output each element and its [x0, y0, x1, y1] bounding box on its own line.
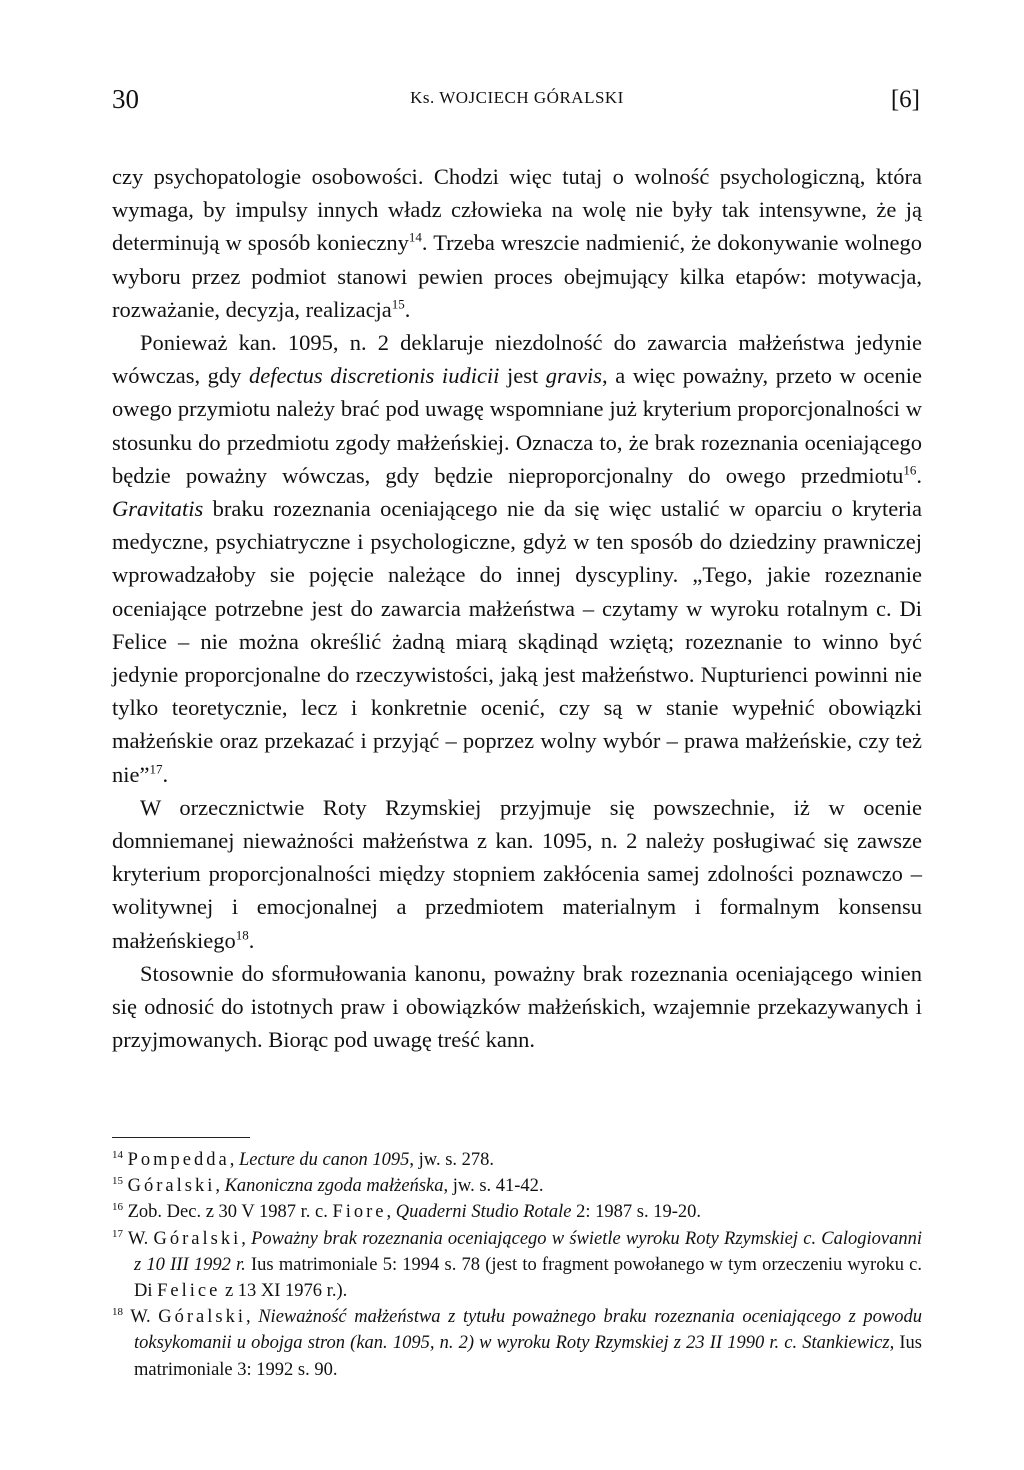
footnotes — [112, 1147, 922, 1383]
footnote-author: Pompedda — [127, 1150, 230, 1170]
page-header — [112, 78, 922, 118]
footnote-number: 16 — [112, 1201, 123, 1214]
footnote-ref-14: 14 — [408, 229, 422, 245]
text-span: jest — [499, 363, 546, 389]
footnote-number: 18 — [112, 1306, 123, 1319]
paragraph-1 — [112, 160, 922, 326]
section-number: [6] — [890, 86, 920, 113]
text-span: W. — [130, 1307, 159, 1328]
footnote-ref-17: 17 — [149, 761, 163, 777]
footnote-number: 17 — [112, 1227, 123, 1240]
text-span: . — [162, 761, 169, 787]
footnote-author: Fiore — [332, 1202, 387, 1223]
italic-term: gravis — [545, 363, 603, 389]
italic-term: Gravitatis — [112, 496, 204, 522]
footnote-title: Lecture du canon 1095 — [238, 1150, 410, 1170]
text-span: braku rozeznania oceniającego nie da się więc ustalić w oparciu o kryteria medyczne, psychiatryczne i psychologiczne, gdyż w ten sposób do dziedziny prawniczej wprowadzałoby sie pojęcie należące do innej dyscypliny. „Tego, jakie rozeznanie oceniające potrzebne jest do zawarcia małżeństwa – czytamy w wyroku rotalnym c. Di Felice – nie można określić żadną miarą skądinąd wziętą; rozeznanie to winno być jedynie proporcjonalne do rzeczywistości, jaką jest małżeństwo. Nupturienci powinni nie tylko teoretycznie, lecz i konkretnie ocenić, czy są w stanie wypełnić obowiązki małżeńskie oraz przekazać i przyjąć – poprzez wolny wybór – prawa małżeńskie, czy też nie” — [112, 496, 922, 787]
body-text — [112, 160, 922, 1056]
footnote-title: Quaderni Studio Rotale — [395, 1202, 572, 1223]
footnote-17 — [112, 1226, 922, 1305]
footnote-18 — [112, 1304, 922, 1383]
footnote-15 — [112, 1173, 922, 1199]
text-span: . Trzeba wreszcie nadmienić, że dokonywanie wolnego wyboru przez podmiot stanowi pewien proces obejmujący kilka etapów: motywacja, rozważanie, decyzja, realizacja — [112, 230, 922, 322]
footnote-rule — [112, 1137, 250, 1138]
text-span: , jw. s. 41-42. — [443, 1176, 544, 1197]
footnote-author: Felice — [157, 1281, 221, 1302]
text-span: 2: 1987 s. 19-20. — [571, 1202, 702, 1223]
footnote-number: 14 — [112, 1148, 123, 1161]
text-span: , jw. s. 278. — [409, 1150, 495, 1170]
text-span: . — [248, 927, 255, 953]
text-span: czy psychopatologie osobowości. Chodzi więc tutaj o wolność psychologiczną, która wymaga, by impulsy innych władz człowieka na wolę nie były tak intensywne, że ją determinują w sposób konieczny — [112, 164, 922, 256]
text-span: Ius matrimoniale 5: 1994 s. 78 (jest to fragment powołanego w tym orzeczeniu wyroku c. Di — [134, 1254, 922, 1302]
text-span: . — [916, 462, 922, 488]
italic-term: defectus discretionis iudicii — [248, 363, 500, 389]
running-head: Ks. WOJCIECH GÓRALSKI — [410, 88, 624, 107]
footnote-title: Poważny brak rozeznania oceniającego w świetle wyroku Roty Rzymskiej c. Calogiovanni z 10 III 1992 r. — [134, 1228, 923, 1275]
footnote-ref-18: 18 — [235, 927, 249, 943]
text-span: , — [241, 1228, 252, 1249]
text-span: z 13 XI 1976 r.). — [220, 1281, 348, 1302]
text-span: , — [215, 1176, 225, 1197]
text-span: W orzecznictwie Roty Rzymskiej przyjmuje się powszechnie, iż w ocenie domniemanej nieważności małżeństwa z kan. 1095, n. 2 należy posługiwać się zawsze kryterium proporcjonalności między stopniem zakłócenia samej zdolności poznawczo – wolitywnej i emocjonalnej a przedmiotem materialnym i formalnym konsensu małżeńskiego — [112, 794, 922, 953]
paragraph-4: Stosownie do sformułowania kanonu, poważny brak rozeznania oceniającego winien się odnosić do istotnych praw i obowiązków małżeńskich, wzajemnie przekazywanych i przyjmowanych. Biorąc pod uwagę treść kann. — [112, 960, 922, 1053]
text-span: Ius matrimoniale 3: 1992 s. 90. — [134, 1333, 922, 1380]
footnote-author: Góralski — [153, 1228, 242, 1249]
text-span: W. — [127, 1228, 154, 1249]
text-span: , — [245, 1307, 259, 1328]
page-number: 30 — [112, 84, 139, 114]
text-span: , — [386, 1202, 396, 1223]
footnote-ref-15: 15 — [391, 296, 405, 312]
footnote-16 — [112, 1199, 922, 1225]
text-span: , — [229, 1150, 239, 1170]
paragraph-3 — [112, 791, 922, 957]
text-span: Ponieważ kan. 1095, n. 2 deklaruje niezdolność do zawarcia małżeństwa jedynie wówczas, gdy — [112, 330, 922, 389]
text-span: . — [404, 296, 411, 322]
footnote-ref-16: 16 — [903, 462, 917, 478]
footnote-14 — [112, 1147, 922, 1173]
footnote-number: 15 — [112, 1175, 123, 1188]
footnote-author: Góralski — [158, 1307, 246, 1328]
footnote-author: Góralski — [127, 1176, 216, 1197]
footnote-title: Nieważność małżeństwa z tytułu poważnego braku rozeznania oceniającego z powodu toksykomanii u obojga stron (kan. 1095, n. 2) w wyroku Roty Rzymskiej z 23 II 1990 r. c. Stankiewicz, — [134, 1307, 923, 1354]
paragraph-2 — [112, 326, 922, 791]
text-span: Zob. Dec. z 30 V 1987 r. c. — [127, 1202, 333, 1223]
text-span: , a więc poważny, przeto w ocenie owego przymiotu należy brać pod uwagę wspomniane już kryterium proporcjonalności w stosunku do przedmiotu zgody małżeńskiej. Oznacza to, że brak rozeznania oceniającego będzie poważny wówczas, gdy będzie nieproporcjonalny do owego przedmiotu — [112, 363, 923, 488]
footnote-title: Kanoniczna zgoda małżeńska — [224, 1176, 444, 1197]
